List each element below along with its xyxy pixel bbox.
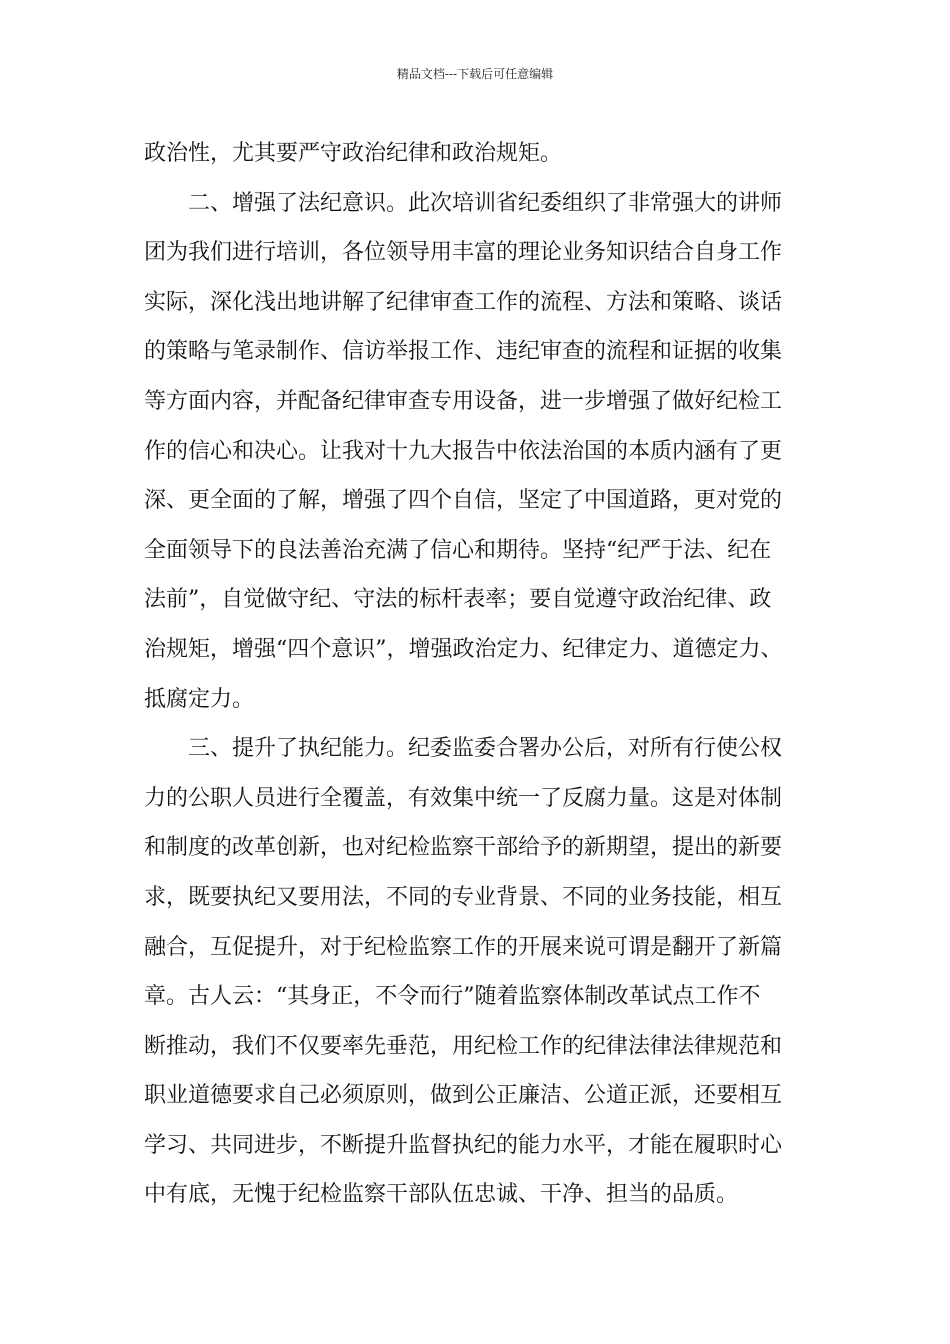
paragraph-start-line: 二、增强了法纪意识。此次培训省纪委组织了非常强大的讲师 — [188, 190, 783, 216]
text-line: 断推动，我们不仅要率先垂范，用纪检工作的纪律法律法律规范和 — [144, 1033, 783, 1059]
text-line: 等方面内容，并配备纪律审查专用设备，进一步增强了做好纪检工 — [144, 388, 783, 414]
paragraph-start-line: 三、提升了执纪能力。纪委监委合署办公后，对所有行使公权 — [188, 736, 783, 762]
text-line: 全面领导下的良法善治充满了信心和期待。坚持“纪严于法、纪在 — [144, 537, 772, 563]
document-body — [144, 129, 824, 1220]
text-line: 章。古人云：“其身正，不令而行”随着监察体制改革试点工作不 — [144, 984, 761, 1010]
text-line: 政治性，尤其要严守政治纪律和政治规矩。 — [144, 141, 563, 166]
text-line: 抵腐定力。 — [144, 686, 255, 712]
text-line: 团为我们进行培训，各位领导用丰富的理论业务知识结合自身工作 — [144, 240, 783, 266]
text-line: 实际，深化浅出地讲解了纪律审查工作的流程、方法和策略、谈话 — [144, 289, 783, 315]
text-line: 的策略与笔录制作、信访举报工作、违纪审查的流程和证据的收集 — [144, 339, 783, 365]
text-line: 中有底，无愧于纪检监察干部队伍忠诚、干净、担当的品质。 — [144, 1182, 739, 1208]
text-line: 和制度的改革创新，也对纪检监察干部给予的新期望，提出的新要 — [144, 835, 783, 861]
text-line: 治规矩，增强“四个意识”，增强政治定力、纪律定力、道德定力、 — [144, 636, 783, 662]
text-line: 力的公职人员进行全覆盖，有效集中统一了反腐力量。这是对体制 — [144, 785, 783, 811]
text-line: 学习、共同进步，不断提升监督执纪的能力水平，才能在履职时心 — [144, 1132, 783, 1158]
text-line: 作的信心和决心。让我对十九大报告中依法治国的本质内涵有了更 — [144, 438, 783, 464]
text-line: 深、更全面的了解，增强了四个自信，坚定了中国道路，更对党的 — [144, 488, 783, 514]
text-line: 求，既要执纪又要用法，不同的专业背景、不同的业务技能，相互 — [144, 884, 783, 910]
text-line: 职业道德要求自己必须原则，做到公正廉洁、公道正派，还要相互 — [144, 1083, 783, 1109]
page-header: 精品文档---下载后可任意编辑 — [396, 67, 554, 81]
text-line: 法前”，自觉做守纪、守法的标杆表率；要自觉遵守政治纪律、政 — [144, 587, 772, 613]
text-line: 融合，互促提升，对于纪检监察工作的开展来说可谓是翻开了新篇 — [144, 934, 783, 960]
